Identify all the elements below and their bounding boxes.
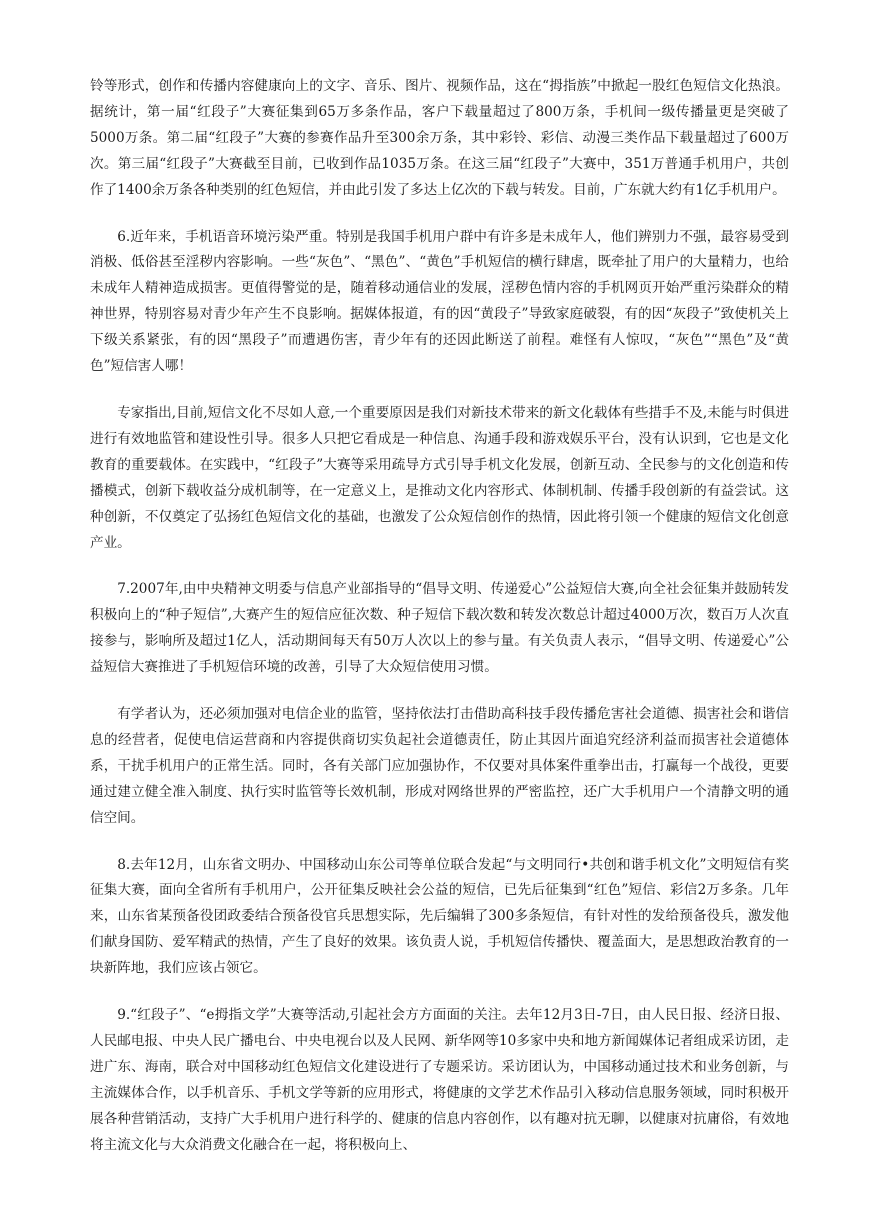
paragraph-expert-opinion: 专家指出,目前,短信文化不尽如人意,一个重要原因是我们对新技术带来的新文化载体有些措手不及,未能与时俱进进行有效地监管和建设性引导。很多人只把它看成是一种信息、沟通手段和游戏娱乐平台，没有认识到，它也是文化教育的重要载体。在实践中，“红段子”大赛等采用疏导方式引导手机文化发展，创新互动、全民参与的文化创造和传播模式，创新下载收益分成机制等，在一定意义上，是推动文化内容形式、体制机制、传播手段创新的有益尝试。这种创新，不仅奠定了弘扬红色短信文化的基础，也激发了公众短信创作的热情，因此将引领一个健康的短信文化创意产业。	[90, 404, 789, 551]
paragraph-item-7: 7.2007年,由中央精神文明委与信息产业部指导的“倡导文明、传递爱心”公益短信大赛,向全社会征集并鼓励转发积极向上的“种子短信”,大赛产生的短信应征次数、种子短信下载次数和转发次数总计超过4000万次，数百万人次直接参与，影响所及超过1亿人，活动期间每天有50万人次以上的参与量。有关负责人表示，“倡导文明、传递爱心”公益短信大赛推进了手机短信环境的改善，引导了大众短信使用习惯。	[90, 581, 789, 676]
paragraph-item-6: 6.近年来，手机语音环境污染严重。特别是我国手机用户群中有许多是未成年人，他们辨别力不强，最容易受到消极、低俗甚至淫秽内容影响。一些“灰色”、“黑色”、“黄色”手机短信的横行肆虐，既牵扯了用户的大量精力，也给未成年人精神造成损害。更值得警觉的是，随着移动通信业的发展，淫秽色情内容的手机网页开始严重污染群众的精神世界，特别容易对青少年产生不良影响。据媒体报道，有的因“黄段子”导致家庭破裂，有的因“灰段子”致使机关上下级关系紧张，有的因“黑段子”而遭遇伤害，青少年有的还因此断送了前程。难怪有人惊叹，“灰色”“黑色”及“黄色”短信害人哪！	[90, 228, 789, 375]
paragraph-scholar-opinion: 有学者认为，还必须加强对电信企业的监管，坚持依法打击借助高科技手段传播危害社会道德、损害社会和谐信息的经营者，促使电信运营商和内容提供商切实负起社会道德责任，防止其因片面追究经济利益而损害社会道德体系，干扰手机用户的正常生活。同时，各有关部门应加强协作，不仅要对具体案件重拳出击，打赢每一个战役，更要通过建立健全准入制度、执行实时监管等长效机制，形成对网络世界的严密监控，还广大手机用户一个清静文明的通信空间。	[90, 706, 789, 826]
document-page	[90, 74, 789, 1180]
paragraph-item-8: 8.去年12月，山东省文明办、中国移动山东公司等单位联合发起“与文明同行•共创和谐手机文化”文明短信有奖征集大赛，面向全省所有手机用户，公开征集反映社会公益的短信，已先后征集到“红色”短信、彩信2万多条。几年来，山东省某预备役团政委结合预备役官兵思想实际，先后编辑了300多条短信，有针对性的发给预备役兵，激发他们献身国防、爱军精武的热情，产生了良好的效果。该负责人说，手机短信传播快、覆盖面大，是思想政治教育的一块新阵地，我们应该占领它。	[90, 856, 789, 977]
paragraph-item-9: 9.“红段子”、“e拇指文学”大赛等活动,引起社会方方面面的关注。去年12月3日-7日，由人民日报、经济日报、人民邮电报、中央人民广播电台、中央电视台以及人民网、新华网等10多家中央和地方新闻媒体记者组成采访团，走进广东、海南，联合对中国移动红色短信文化建设进行了专题采访。采访团认为，中国移动通过技术和业务创新，与主流媒体合作，以手机音乐、手机文学等新的应用形式，将健康的文学艺术作品引入移动信息服务领域，同时积极开展各种营销活动，支持广大手机用户进行科学的、健康的信息内容创作，以有趣对抗无聊，以健康对抗庸俗，有效地将主流文化与大众消费文化融合在一起，将积极向上、	[90, 1007, 789, 1153]
paragraph-continued-intro: 铃等形式，创作和传播内容健康向上的文字、音乐、图片、视频作品，这在“拇指族”中掀起一股红色短信文化热浪。据统计，第一届“红段子”大赛征集到65万多条作品，客户下载量超过了800万条，手机间一级传播量更是突破了5000万条。第二届“红段子”大赛的参赛作品升至300余万条，其中彩铃、彩信、动漫三类作品下载量超过了600万次。第三届“红段子”大赛截至目前，已收到作品1035万条。在这三届“红段子”大赛中，351万普通手机用户，共创作了1400余万条各种类别的红色短信，并由此引发了多达上亿次的下载与转发。目前，广东就大约有1亿手机用户。	[90, 78, 789, 198]
